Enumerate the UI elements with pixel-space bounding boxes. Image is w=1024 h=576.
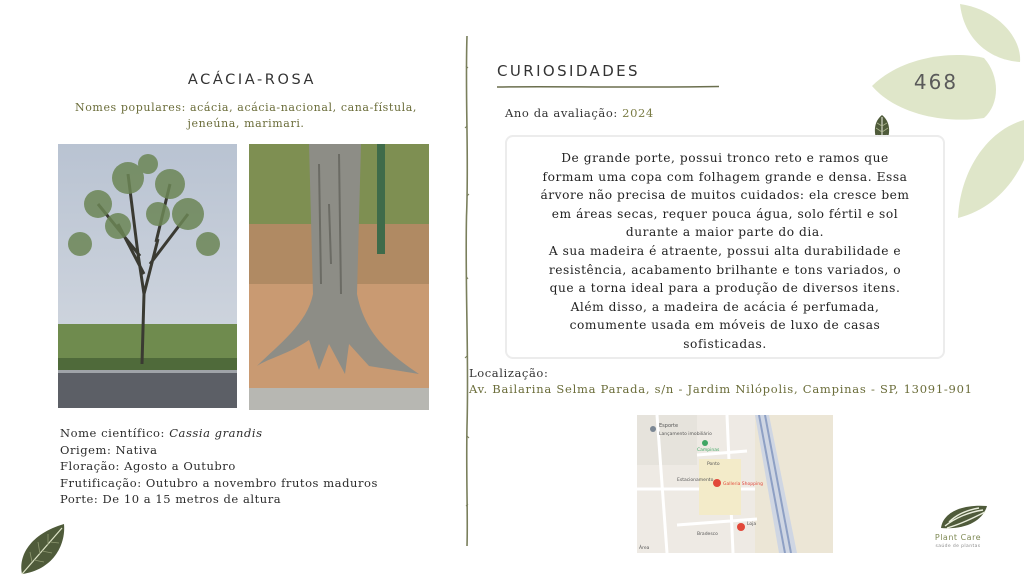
map-label: Galleria Shopping — [723, 482, 763, 487]
species-details — [60, 425, 450, 508]
map-label: Esporte — [659, 423, 679, 429]
curiosities-line: Além disso, a madeira de acácia é perfumada, — [570, 299, 880, 314]
brand-logo-icon — [937, 502, 989, 532]
map-label: Loja — [747, 522, 757, 527]
curiosities-line: árvore não precisa de muitos cuidados: ela cresce bem — [540, 188, 910, 203]
curiosities-line: resistência, acabamento brilhante e tons variados, o — [548, 262, 902, 277]
map-label: Lançamento imobiliário — [659, 432, 712, 437]
leaf-icon — [16, 520, 68, 576]
curiosities-line: que a torna ideal para a produção de diversos itens. — [549, 281, 901, 296]
heading-underline — [497, 84, 719, 90]
column-divider — [463, 36, 471, 546]
map-label: Campinas — [697, 448, 720, 453]
scientific-name-row — [60, 425, 450, 442]
scientific-name-label: Nome científico: — [60, 426, 165, 440]
curiosities-line: formam uma copa com folhagem grande e densa. Essa — [542, 169, 908, 184]
curiosities-line: durante a maior parte do dia. — [625, 225, 825, 240]
trunk-photo — [249, 144, 429, 410]
map-label: Estacionamento — [677, 478, 714, 483]
curiosities-heading: CURIOSIDADES — [497, 62, 640, 80]
brand-tagline: saúde de plantas — [935, 544, 981, 549]
curiosities-line: De grande porte, possui tronco reto e ramos que — [561, 151, 889, 165]
flowering-row: Floração: Agosto a Outubro — [60, 459, 236, 474]
popular-names-line: jeneúna, marimari. — [187, 117, 305, 130]
origin-row: Origem: Nativa — [60, 442, 158, 457]
map-label: Bradesco — [697, 532, 718, 537]
fruiting-row: Frutificação: Outubro a novembro frutos maduros — [60, 475, 378, 490]
curiosities-text — [509, 149, 941, 354]
size-row: Porte: De 10 a 15 metros de altura — [60, 492, 282, 507]
species-title: ACÁCIA-ROSA — [187, 72, 317, 88]
curiosities-line: comumente usada em móveis de luxo de casas — [569, 318, 881, 333]
location-label: Localização: — [469, 366, 549, 380]
scientific-name-value: Cassia grandis — [169, 426, 263, 440]
evaluation-year — [505, 106, 654, 120]
popular-names-line: Nomes populares: acácia, acácia-nacional, cana-fístula, — [74, 101, 418, 114]
brand-name: Plant Care — [934, 533, 982, 542]
map-label: Ponto — [707, 462, 720, 467]
evaluation-year-value: 2024 — [622, 106, 654, 120]
map-label: Área — [639, 546, 650, 551]
badge-number: 468 — [913, 70, 959, 94]
tree-photo — [58, 144, 237, 408]
curiosities-line: A sua madeira é atraente, possui alta durabilidade e — [548, 243, 902, 258]
curiosities-line: sofisticadas. — [683, 336, 767, 351]
popular-names — [48, 100, 444, 132]
location-address: Av. Bailarina Selma Parada, s/n - Jardim Nilópolis, Campinas - SP, 13091-901 — [469, 382, 973, 396]
location-map[interactable] — [637, 415, 833, 553]
evaluation-year-label: Ano da avaliação: — [505, 106, 618, 120]
curiosities-line: em áreas secas, requer pouca água, solo fértil e sol — [551, 206, 899, 221]
